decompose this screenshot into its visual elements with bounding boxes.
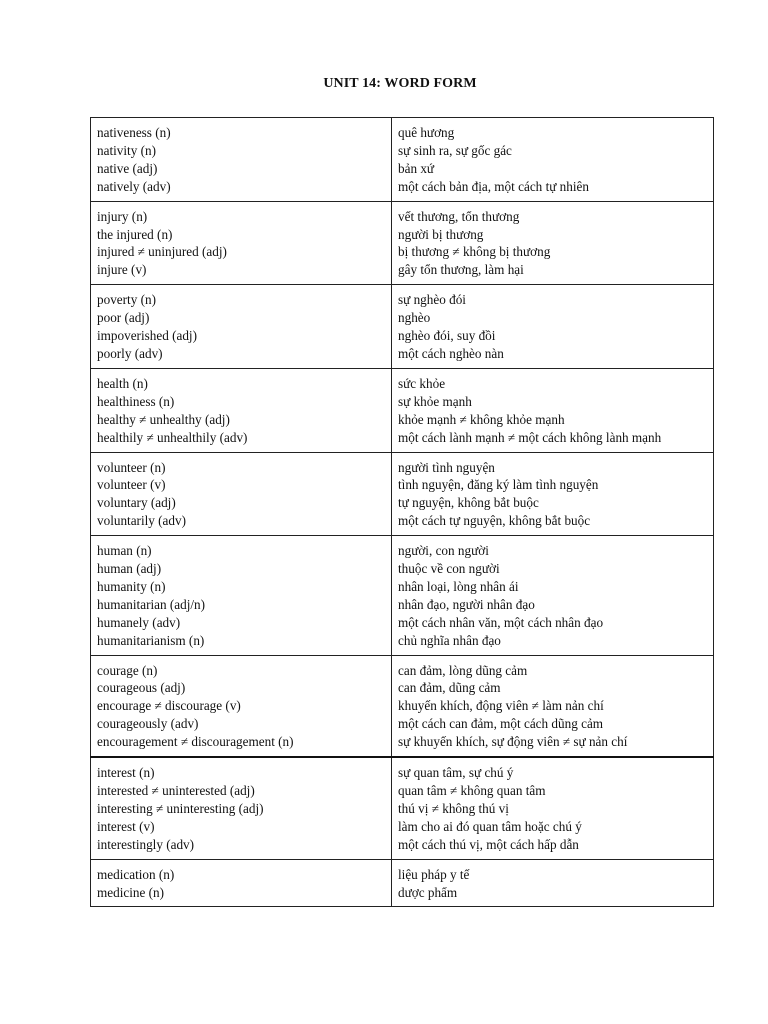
meaning: nghèo đói, suy đồi (398, 328, 496, 344)
word-group-row (91, 285, 714, 369)
word-form: healthily ≠ unhealthily (adv) (97, 429, 248, 445)
word-form: volunteer (n) (97, 459, 166, 475)
meaning: một cách thú vị, một cách hấp dẫn (398, 836, 579, 852)
word-form: injure (v) (97, 262, 147, 278)
word-form: voluntary (adj) (97, 495, 176, 511)
word-form: healthiness (n) (97, 393, 175, 409)
meaning: can đảm, lòng dũng cảm (398, 662, 528, 678)
meaning: sự sinh ra, sự gốc gác (398, 142, 512, 158)
word-form: human (adj) (97, 561, 162, 577)
meaning: dược phẩm (398, 884, 458, 900)
word-forms-cell (91, 655, 392, 757)
word-forms-cell (91, 368, 392, 452)
meaning: sự nghèo đói (398, 292, 466, 308)
word-form: interestingly (adv) (97, 836, 195, 852)
meaning: một cách tự nguyện, không bắt buộc (398, 513, 591, 529)
meaning: nghèo (398, 310, 431, 326)
word-form: volunteer (v) (97, 477, 166, 493)
word-forms-cell (91, 118, 392, 202)
meanings-cell (392, 655, 714, 757)
meanings-cell (392, 201, 714, 285)
word-group-row (91, 201, 714, 285)
meaning: khuyến khích, động viên ≠ làm nản chí (398, 698, 604, 714)
word-form: human (n) (97, 543, 152, 559)
meaning: vết thương, tổn thương (398, 208, 520, 224)
meaning: người tình nguyện (398, 459, 495, 475)
word-form: courageously (adv) (97, 716, 199, 732)
meaning: bản xứ (398, 160, 435, 176)
meaning: khỏe mạnh ≠ không khỏe mạnh (398, 411, 565, 427)
meaning: chủ nghĩa nhân đạo (398, 632, 501, 648)
word-form: health (n) (97, 375, 148, 391)
meaning: một cách nghèo nàn (398, 345, 504, 361)
word-form: interest (n) (97, 765, 155, 781)
meaning: người bị thương (398, 226, 484, 242)
word-form: poverty (n) (97, 292, 156, 308)
word-forms-cell (91, 859, 392, 907)
word-form: humanity (n) (97, 578, 166, 594)
word-form: interested ≠ uninterested (adj) (97, 783, 255, 798)
meanings-cell (392, 285, 714, 369)
word-form: healthy ≠ unhealthy (adj) (97, 411, 230, 427)
word-form: nativeness (n) (97, 125, 171, 140)
word-form: medicine (n) (97, 884, 165, 900)
word-forms-cell (91, 536, 392, 655)
meaning: thú vị ≠ không thú vị (398, 800, 509, 816)
word-form: voluntarily (adv) (97, 513, 186, 529)
meanings-cell (392, 118, 714, 202)
meanings-cell (392, 368, 714, 452)
meaning: quan tâm ≠ không quan tâm (398, 783, 546, 798)
word-group-row (91, 118, 714, 202)
word-form: humanitarianism (n) (97, 632, 205, 648)
word-forms-cell (91, 757, 392, 859)
meaning: sự khuyến khích, sự động viên ≠ sự nản chí (398, 734, 628, 750)
meaning: người, con người (398, 543, 489, 559)
word-form: interest (v) (97, 818, 155, 834)
word-form: the injured (n) (97, 226, 173, 242)
meaning: nhân đạo, người nhân đạo (398, 596, 535, 612)
meanings-cell (392, 757, 714, 859)
word-form: natively (adv) (97, 178, 171, 194)
word-form-table (90, 117, 714, 907)
meaning: liệu pháp y tế (398, 866, 470, 882)
word-form: nativity (n) (97, 142, 156, 158)
word-form: humanely (adv) (97, 614, 181, 630)
meaning: sự quan tâm, sự chú ý (398, 765, 514, 781)
meaning: bị thương ≠ không bị thương (398, 244, 551, 260)
word-form: injury (n) (97, 208, 148, 224)
meaning: một cách lành mạnh ≠ một cách không lành mạnh (398, 429, 662, 445)
meaning: một cách bản địa, một cách tự nhiên (398, 178, 589, 194)
meaning: quê hương (398, 125, 455, 140)
meaning: nhân loại, lòng nhân ái (398, 578, 519, 594)
word-forms-cell (91, 201, 392, 285)
word-group-row (91, 757, 714, 859)
meaning: một cách can đảm, một cách dũng cảm (398, 716, 604, 732)
word-forms-cell (91, 452, 392, 536)
word-group-row (91, 655, 714, 757)
word-form: encouragement ≠ discouragement (n) (97, 734, 294, 750)
meaning: sức khỏe (398, 375, 446, 391)
meaning: tự nguyện, không bắt buộc (398, 495, 539, 511)
meaning: tình nguyện, đăng ký làm tình nguyện (398, 477, 599, 493)
word-form-table-body (91, 118, 714, 907)
meanings-cell (392, 536, 714, 655)
word-form: impoverished (adj) (97, 328, 197, 344)
word-form: courage (n) (97, 662, 158, 678)
meaning: thuộc về con người (398, 561, 500, 577)
word-form: courageous (adj) (97, 680, 186, 696)
word-form: medication (n) (97, 866, 175, 882)
meaning: một cách nhân văn, một cách nhân đạo (398, 614, 604, 630)
word-form: injured ≠ uninjured (adj) (97, 244, 227, 260)
word-group-row (91, 452, 714, 536)
word-group-row (91, 859, 714, 907)
meanings-cell (392, 859, 714, 907)
word-form: poor (adj) (97, 310, 150, 326)
word-form: poorly (adv) (97, 345, 163, 361)
meaning: can đảm, dũng cảm (398, 680, 501, 696)
word-group-row (91, 536, 714, 655)
word-forms-cell (91, 285, 392, 369)
meaning: sự khỏe mạnh (398, 393, 472, 409)
meaning: làm cho ai đó quan tâm hoặc chú ý (398, 818, 582, 834)
word-form: encourage ≠ discourage (v) (97, 698, 241, 714)
meanings-cell (392, 452, 714, 536)
meaning: gây tổn thương, làm hại (398, 262, 524, 278)
page-title: UNIT 14: WORD FORM (323, 76, 477, 91)
word-form: native (adj) (97, 160, 158, 176)
word-form: humanitarian (adj/n) (97, 596, 206, 612)
word-form: interesting ≠ uninteresting (adj) (97, 800, 264, 816)
word-group-row (91, 368, 714, 452)
